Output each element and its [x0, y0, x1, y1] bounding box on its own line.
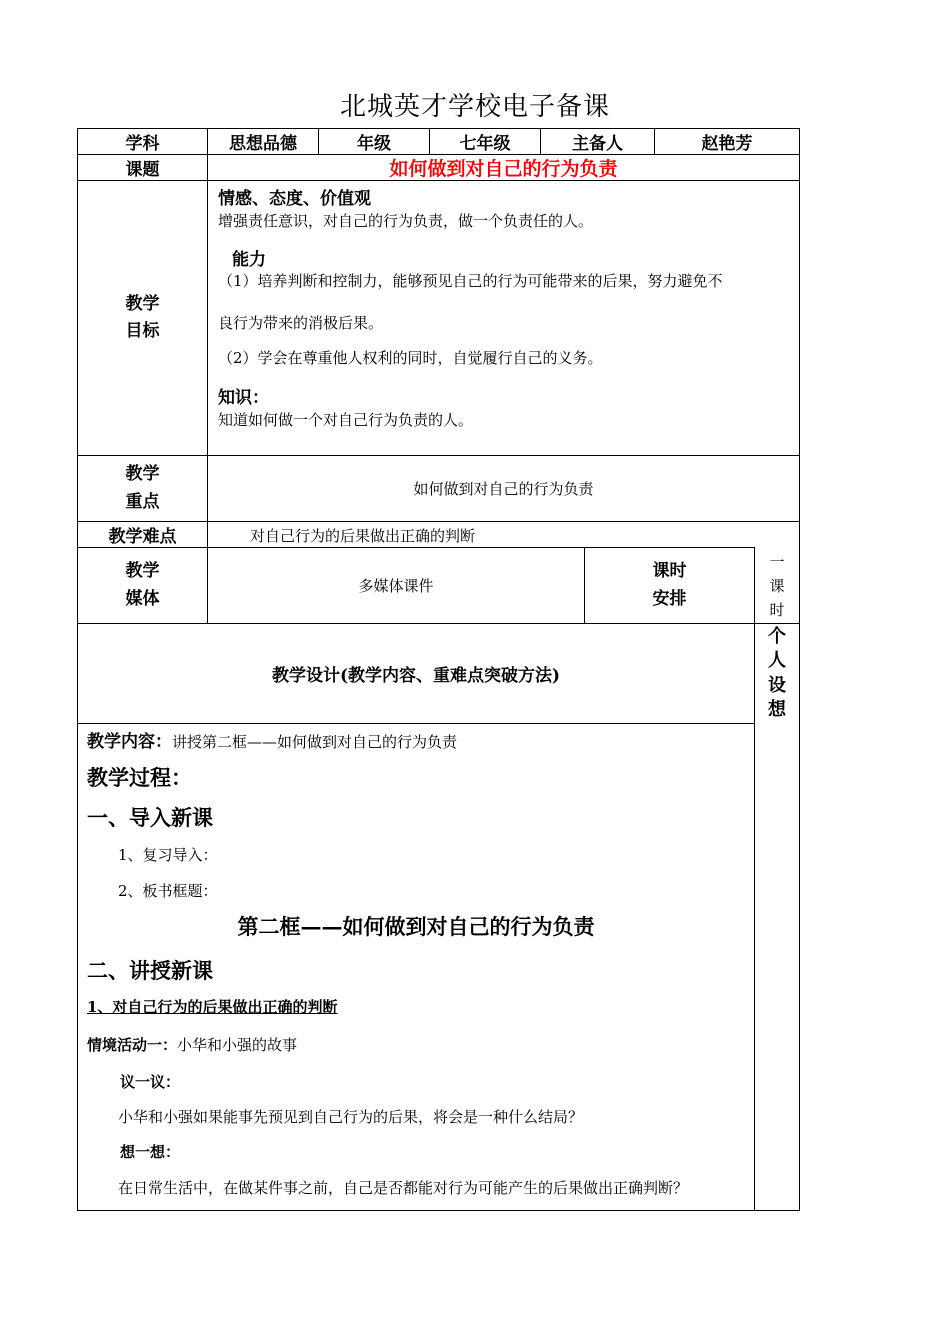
media-value: 多媒体课件 [358, 577, 434, 595]
sub1-heading: 1、对自己行为的后果做出正确的判断 [87, 998, 338, 1016]
objective-knowledge-heading: 知识： [218, 388, 269, 408]
content-label: 教学内容： [87, 732, 172, 752]
objective-ability-1b: 良行为带来的消极后果。 [218, 314, 384, 332]
hours-char-2: 课 [769, 576, 785, 595]
objectives-label-line1: 教学 [125, 293, 160, 314]
think-label: 想一想： [120, 1143, 181, 1161]
objectives-label [78, 181, 207, 455]
activity-text: 小华和小强的故事 [177, 1036, 298, 1054]
grade-value: 七年级 [459, 134, 511, 154]
activity-label: 情境活动一： [87, 1036, 178, 1054]
difficulty-value: 对自己行为的后果做出正确的判断 [250, 527, 476, 545]
objective-emotion-text: 增强责任意识，对自己的行为负责，做一个负责任的人。 [218, 212, 594, 230]
part2-heading: 二、讲授新课 [87, 958, 213, 983]
discuss-label: 议一议： [120, 1073, 181, 1091]
objective-emotion-heading: 情感、态度、价值观 [218, 189, 371, 209]
objective-knowledge-text: 知道如何做一个对自己行为负责的人。 [218, 411, 474, 429]
difficulty-label: 教学难点 [108, 527, 177, 547]
design-heading: 教学设计(教学内容、重难点突破方法) [271, 666, 561, 686]
hours-char-1: 一 [769, 552, 785, 571]
personal-char-3: 设 [768, 674, 786, 696]
topic-label: 课题 [125, 160, 160, 180]
objective-ability-1a: （1）培养判断和控制力，能够预见自己的行为可能带来的后果，努力避免不 [218, 272, 723, 290]
part1-heading: 一、导入新课 [87, 805, 213, 830]
media-label-line2: 媒体 [125, 588, 160, 609]
media-label-line1: 教学 [125, 561, 160, 582]
media-label [78, 548, 207, 623]
page-title: 北城英才学校电子备课 [339, 92, 610, 122]
objective-ability-heading: 能力 [232, 250, 266, 270]
focus-label [78, 456, 207, 521]
hours-label-line2: 安排 [652, 588, 687, 609]
subject-label: 学科 [125, 134, 160, 154]
hours-char-3: 时 [769, 600, 785, 619]
preparer-label: 主备人 [572, 134, 623, 154]
personal-char-2: 人 [768, 650, 786, 672]
activity-line [87, 1034, 297, 1055]
preparer-value: 赵艳芳 [701, 134, 753, 154]
hours-label [585, 548, 754, 623]
topic-value: 如何做到对自己的行为负责 [389, 158, 618, 180]
personal-ideas-label [755, 624, 799, 723]
step2: 2、板书框题： [118, 882, 218, 900]
focus-value: 如何做到对自己的行为负责 [413, 480, 594, 498]
hours-value [755, 548, 799, 623]
objectives-label-line2: 目标 [125, 321, 160, 341]
hours-label-line1: 课时 [652, 561, 687, 582]
focus-label-line1: 教学 [125, 464, 160, 485]
personal-char-1: 个 [768, 625, 786, 647]
subject-value: 思想品德 [229, 134, 297, 154]
objective-ability-2: （2）学会在尊重他人权利的同时，自觉履行自己的义务。 [218, 349, 603, 367]
grade-label: 年级 [357, 134, 391, 154]
frame-title: 第二框——如何做到对自己的行为负责 [237, 914, 595, 939]
think-question: 在日常生活中，在做某件事之前，自己是否都能对行为可能产生的后果做出正确判断？ [118, 1179, 689, 1197]
focus-label-line2: 重点 [125, 491, 160, 512]
personal-char-4: 想 [768, 698, 786, 720]
step1: 1、复习导入： [118, 846, 218, 864]
content-line [87, 727, 457, 752]
process-heading: 教学过程： [87, 765, 192, 790]
content-text: 讲授第二框——如何做到对自己的行为负责 [172, 733, 458, 751]
discuss-question: 小华和小强如果能事先预见到自己行为的后果，将会是一种什么结局？ [118, 1108, 584, 1126]
